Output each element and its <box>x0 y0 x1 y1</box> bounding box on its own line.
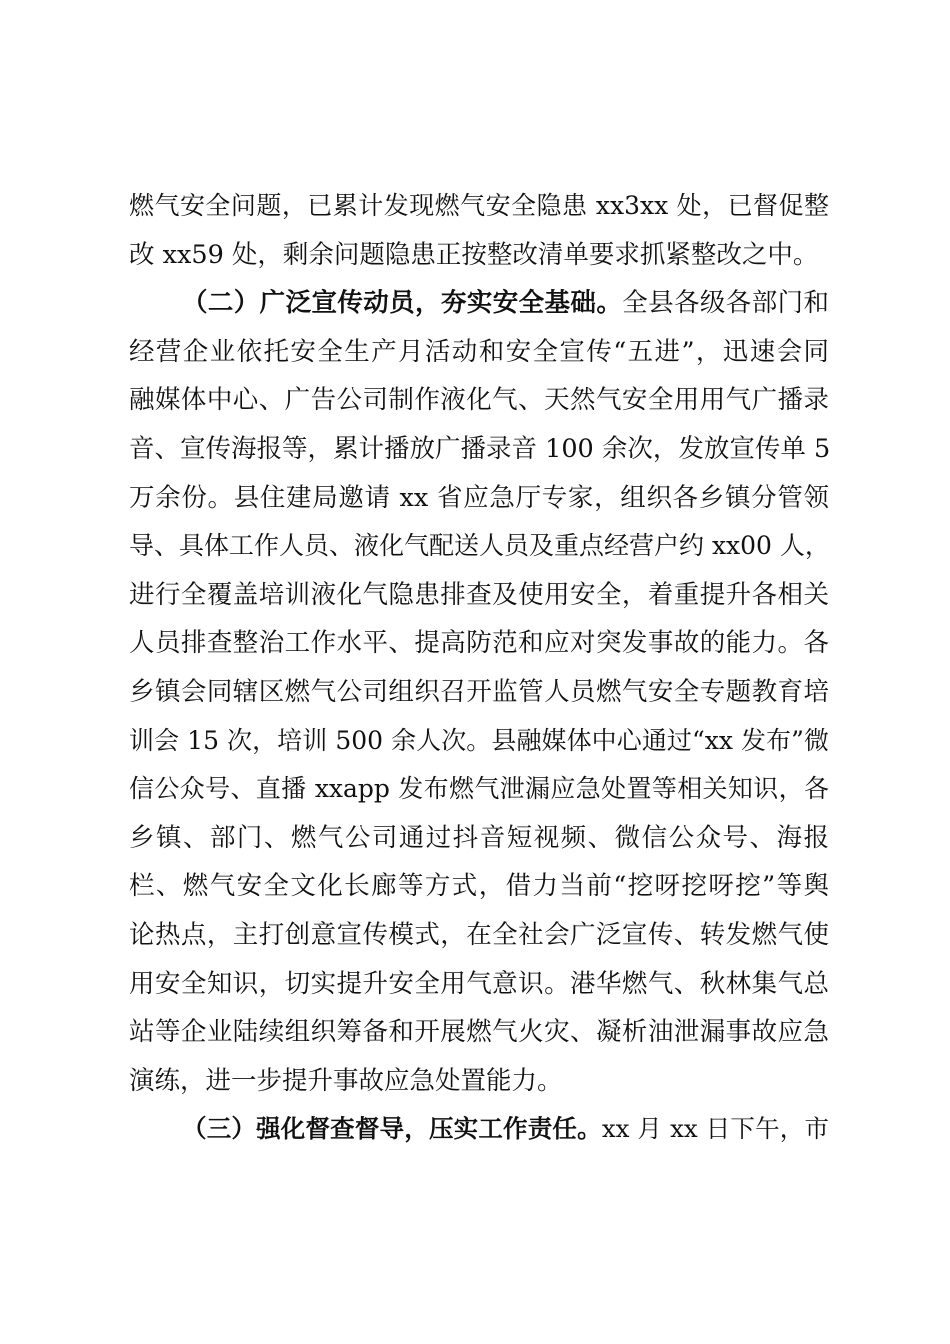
body-text: 燃气安全问题，已累计发现燃气安全隐患 xx3xx 处，已督促整 <box>129 191 829 220</box>
section-heading: （二）广泛宣传动员，夯实安全基础。 <box>182 288 623 319</box>
body-text: 融媒体中心、广告公司制作液化气、天然气安全用用气广播录 <box>129 385 829 416</box>
body-text: 导、具体工作人员、液化气配送人员及重点经营户约 xx00 人， <box>129 531 830 561</box>
body-text: 信公众号、直播 xxapp 发布燃气泄漏应急处置等相关知识，各 <box>129 774 829 804</box>
section-heading-line <box>129 279 829 328</box>
paragraph-line <box>129 911 829 960</box>
paragraph-line <box>129 668 829 717</box>
paragraph-line <box>129 862 829 911</box>
section-heading: （三）强化督查督导，压实工作责任。 <box>182 1114 602 1144</box>
paragraph-line <box>129 474 829 523</box>
body-text: 论热点，主打创意宣传模式，在全社会广泛宣传、转发燃气使 <box>129 919 829 950</box>
body-text: 改 xx59 处，剩余问题隐患正按整改清单要求抓紧整改之中。 <box>129 239 819 270</box>
paragraph-line <box>129 425 829 474</box>
paragraph-line <box>129 619 829 668</box>
body-text: 栏、燃气安全文化长廊等方式，借力当前“挖呀挖呀挖”等舆 <box>129 871 829 902</box>
body-text: 万余份。县住建局邀请 xx 省应急厅专家，组织各乡镇分管领 <box>129 482 829 513</box>
paragraph-line <box>129 376 829 425</box>
paragraph-line <box>129 960 829 1009</box>
body-text: 音、宣传海报等，累计播放广播录音 100 余次，发放宣传单 5 <box>129 433 831 464</box>
body-text: 人员排查整治工作水平、提高防范和应对突发事故的能力。各 <box>129 628 829 659</box>
paragraph-line <box>129 717 829 766</box>
paragraph-line <box>129 765 829 814</box>
body-text: 全县各级各部门和 <box>622 288 829 319</box>
body-text: 乡镇、部门、燃气公司通过抖音短视频、微信公众号、海报 <box>129 822 829 853</box>
section-heading-line <box>129 1105 829 1154</box>
body-text: 站等企业陆续组织筹备和开展燃气火灾、凝析油泄漏事故应急 <box>129 1017 829 1048</box>
body-text: xx 月 xx 日下午，市 <box>601 1114 829 1144</box>
body-text: 进行全覆盖培训液化气隐患排查及使用安全，着重提升各相关 <box>129 579 829 610</box>
paragraph-line <box>129 814 829 863</box>
paragraph-line <box>129 182 829 231</box>
body-text: 乡镇会同辖区燃气公司组织召开监管人员燃气安全专题教育培 <box>129 676 829 707</box>
body-text: 经营企业依托安全生产月活动和安全宣传“五进”，迅速会同 <box>129 336 829 367</box>
paragraph-line <box>129 571 829 620</box>
paragraph-line <box>129 1057 829 1106</box>
body-text: 演练，进一步提升事故应急处置能力。 <box>129 1065 563 1096</box>
paragraph-line <box>129 522 829 571</box>
body-text: 用安全知识，切实提升安全用气意识。港华燃气、秋林集气总 <box>129 968 829 999</box>
body-text: 训会 15 次，培训 500 余人次。县融媒体中心通过“xx 发布”微 <box>129 725 829 755</box>
paragraph-line <box>129 231 829 280</box>
paragraph-line <box>129 328 829 377</box>
paragraph-line <box>129 1008 829 1057</box>
document-body <box>129 182 829 1154</box>
